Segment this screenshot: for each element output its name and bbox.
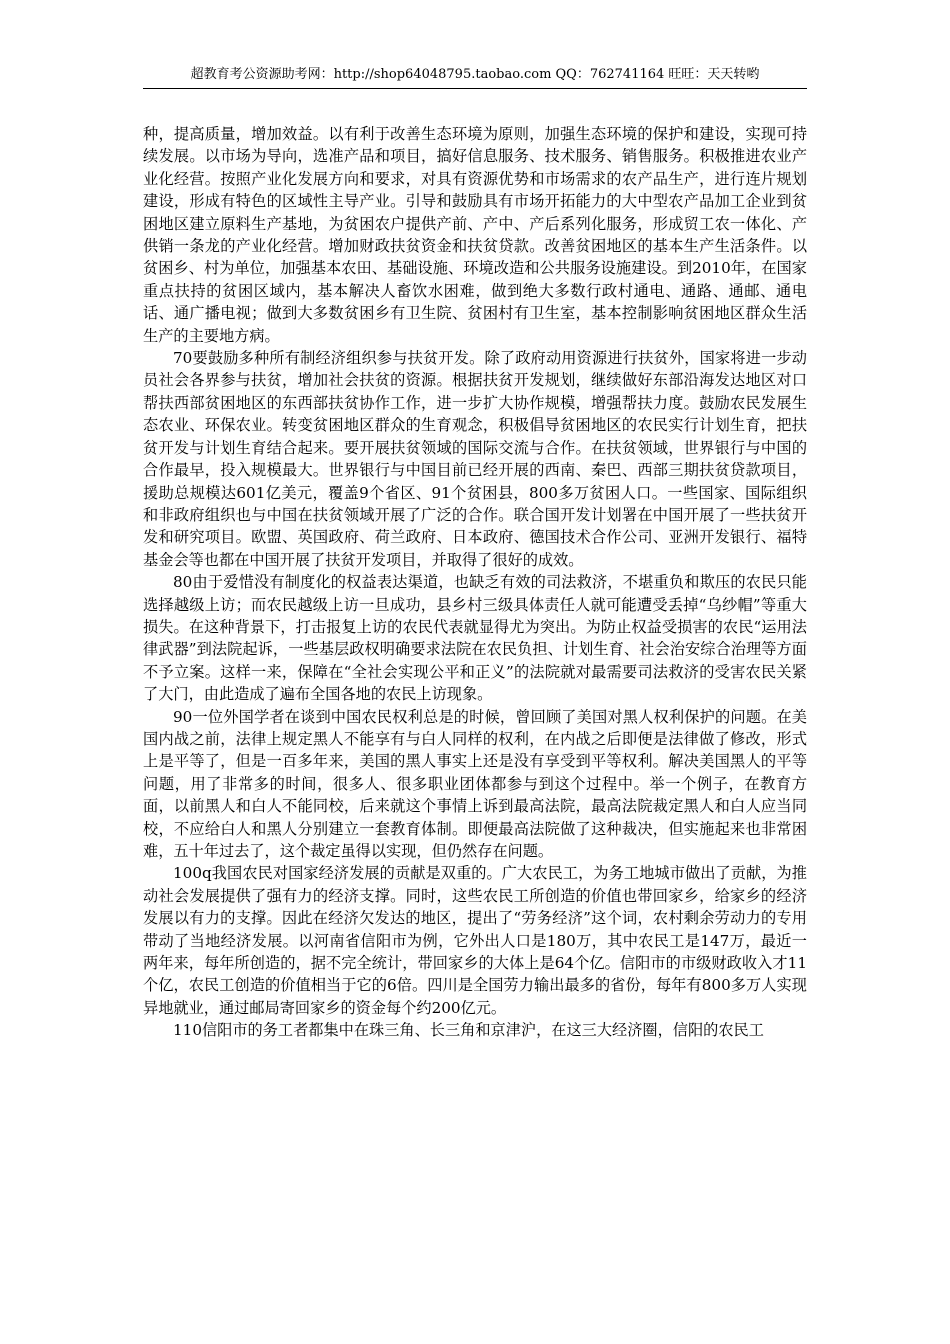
paragraph-4: 90一位外国学者在谈到中国农民权利总是的时候，曾回顾了美国对黑人权利保护的问题。在美国内战之前，法律上规定黑人不能享有与白人同样的权利，在内战之后即便是法律做了修改，形式上是平等了，但是一百多年来，美国的黑人事实上还是没有享受到平等权利。解决美国黑人的平等问题，用了非常多的时间，很多人、很多职业团体都参与到这个过程中。举一个例子，在教育方面，以前黑人和白人不能同校，后来就这个事情上诉到最高法院，最高法院裁定黑人和白人应当同校，不应给白人和黑人分别建立一套教育体制。即便最高法院做了这种裁决，但实施起来也非常困难，五十年过去了，这个裁定虽得以实现，但仍然存在问题。 [143,707,807,860]
paragraph-5: 100q我国农民对国家经济发展的贡献是双重的。广大农民工，为务工地城市做出了贡献，为推动社会发展提供了强有力的经济支撑。同时，这些农民工所创造的价值也带回家乡，给家乡的经济发展以有力的支撑。因此在经济欠发达的地区，提出了“劳务经济”这个词，农村剩余劳动力的专用带动了当地经济发展。以河南省信阳市为例，它外出人口是180万，其中农民工是147万，最近一两年来，每年所创造的，据不完全统计，带回家乡的大体上是64个亿。信阳市的市级财政收入才11个亿，农民工创造的价值相当于它的6倍。四川是全国劳力输出最多的省份，每年有800多万人实现异地就业，通过邮局寄回家乡的资金每个约200亿元。 [143,864,807,1017]
header-divider [143,88,807,89]
page-header: 超教育考公资源助考网：http://shop64048795.taobao.com QQ：762741164 旺旺：天天转哟 [190,67,760,82]
paragraph-3: 80由于爱惜没有制度化的权益表达渠道，也缺乏有效的司法救济，不堪重负和欺压的农民只能选择越级上访；而农民越级上访一旦成功，县乡村三级具体责任人就可能遭受丢掉“乌纱帽”等重大损失。在这种背景下，打击报复上访的农民代表就显得尤为突出。为防止权益受损害的农民“运用法律武器”到法院起诉，一些基层政权明确要求法院在农民负担、计划生育、社会治安综合治理等方面不予立案。这样一来，保障在“全社会实现公平和正义”的法院就对最需要司法救济的受害农民关紧了大门，由此造成了遍布全国各地的农民上访现象。 [143,573,807,704]
paragraph-1: 种，提高质量，增加效益。以有利于改善生态环境为原则，加强生态环境的保护和建设，实现可持续发展。以市场为导向，选准产品和项目，搞好信息服务、技术服务、销售服务。积极推进农业产业化经营。按照产业化发展方向和要求，对具有资源优势和市场需求的农产品生产，进行连片规划建设，形成有特色的区域性主导产业。引导和鼓励具有市场开拓能力的大中型农产品加工企业到贫困地区建立原料生产基地，为贫困农户提供产前、产中、产后系列化服务，形成贸工农一体化、产供销一条龙的产业化经营。增加财政扶贫资金和扶贫贷款。改善贫困地区的基本生产生活条件。以贫困乡、村为单位，加强基本农田、基础设施、环境改造和公共服务设施建设。到2010年，在国家重点扶持的贫困区域内，基本解决人畜饮水困难，做到绝大多数行政村通电、通路、通邮、通电话、通广播电视；做到大多数贫困乡有卫生院、贫困村有卫生室，基本控制影响贫困地区群众生活生产的主要地方病。 [143,125,807,345]
paragraph-2: 70要鼓励多种所有制经济组织参与扶贫开发。除了政府动用资源进行扶贫外，国家将进一步动员社会各界参与扶贫，增加社会扶贫的资源。根据扶贫开发规划，继续做好东部沿海发达地区对口帮扶西部贫困地区的东西部扶贫协作工作，进一步扩大协作规模，增强帮扶力度。鼓励农民发展生态农业、环保农业。转变贫困地区群众的生育观念，积极倡导贫困地区的农民实行计划生育，把扶贫开发与计划生育结合起来。要开展扶贫领域的国际交流与合作。在扶贫领域，世界银行与中国的合作最早，投入规模最大。世界银行与中国目前已经开展的西南、秦巴、西部三期扶贫贷款项目，援助总规模达601亿美元，覆盖9个省区、91个贫困县，800多万贫困人口。一些国家、国际组织和非政府组织也与中国在扶贫领域开展了广泛的合作。联合国开发计划署在中国开展了一些扶贫开发和研究项目。欧盟、英国政府、荷兰政府、日本政府、德国技术合作公司、亚洲开发银行、福特基金会等也都在中国开展了扶贫开发项目，并取得了很好的成效。 [143,349,807,569]
document-body [143,123,807,1042]
paragraph-6: 110信阳市的务工者都集中在珠三角、长三角和京津沪，在这三大经济圈，信阳的农民工 [173,1021,764,1040]
